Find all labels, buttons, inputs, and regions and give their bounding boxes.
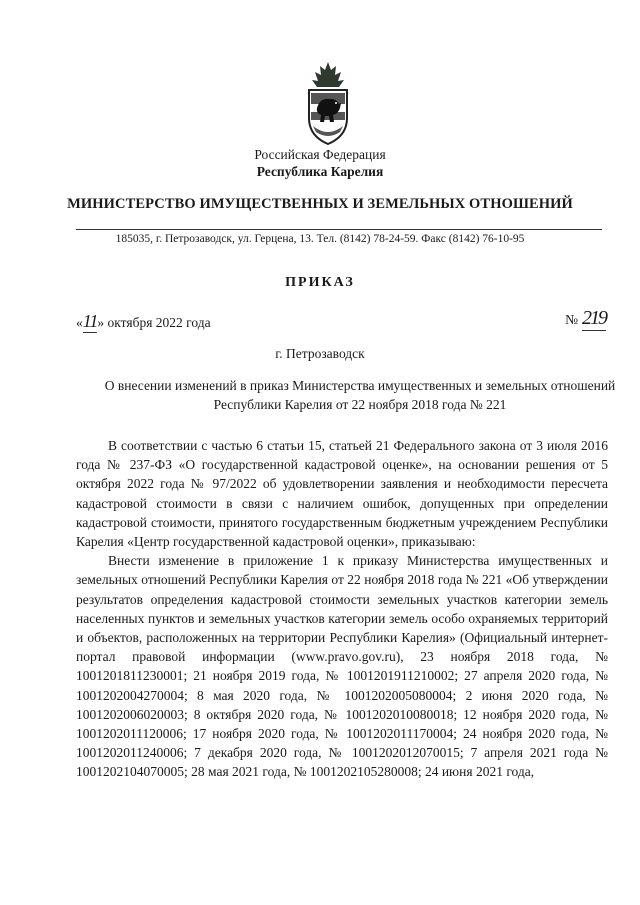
document-number xyxy=(565,307,606,331)
karelia-coat-of-arms-icon xyxy=(300,60,356,146)
header-divider xyxy=(76,229,602,230)
document-subject: О внесении изменений в приказ Министерства имущественных и земельных отношений Республики Карелия от 22 ноября 2018 года № 221 xyxy=(104,378,616,412)
republic-title: Республика Карелия xyxy=(256,164,384,179)
federation-title: Российская Федерация xyxy=(254,147,386,162)
ministry-title: МИНИСТЕРСТВО ИМУЩЕСТВЕННЫХ И ЗЕМЕЛЬНЫХ ОТНОШЕНИЙ xyxy=(67,196,573,212)
document-body xyxy=(76,436,608,782)
number-label: № xyxy=(565,312,578,327)
document-city: г. Петрозаводск xyxy=(275,346,365,361)
body-paragraph-1: В соответствии с частью 6 статьи 15, статьей 21 Федерального закона от 3 июля 2016 года № 237-ФЗ «О государственной кадастровой оценке», на основании решения от 5 октября 2022 года № 97/2022 об удовлетворении заявления и необходимости пересчета кадастровой стоимости в связи с наличием ошибок, допущенных при определении кадастровой стоимости, принятого государственным бюджетным учреждением Республики Карелия «Центр государственной кадастровой оценки», приказываю: xyxy=(76,438,608,550)
body-paragraph-2: Внести изменение в приложение 1 к приказу Министерства имущественных и земельных отношений Республики Карелия от 22 ноября 2018 года № 221 «Об утверждении результатов определения кадастровой стоимости земельных участков категории земель населенных пунктов и земельных участков категории земель особо охраняемых территорий и объектов, расположенных на территории Республики Карелия» (Официальный интернет-портал правовой информации (www.pravo.gov.ru), 23 ноября 2018 года, № 1001201811230001; 21 ноября 2019 года, № 1001201911210002; 27 апреля 2020 года, № 1001202004270004; 8 мая 2020 года, № 1001202005080004; 2 июня 2020 года, № 1001202006020003; 8 октября 2020 года, № 1001202010080018; 12 ноября 2020 года, № 1001202011120006; 17 ноября 2020 года, № 1001202011170004; 24 ноября 2020 года, № 1001202011240006; 7 декабря 2020 года, № 1001202012070015; 7 апреля 2021 года № 1001202104070005; 28 мая 2021 года, № 1001202105280008; 24 июня 2021 года, xyxy=(76,553,608,780)
document-date xyxy=(76,311,211,333)
date-open-quote: « xyxy=(76,315,83,330)
number-handwritten: 219 xyxy=(582,307,606,329)
date-rest: » октября 2022 года xyxy=(97,315,211,330)
date-day-handwritten: 11 xyxy=(82,311,98,331)
document-type: ПРИКАЗ xyxy=(285,275,355,290)
ministry-address: 185035, г. Петрозаводск, ул. Герцена, 13. Тел. (8142) 78-24-59. Факс (8142) 76-10-95 xyxy=(115,233,525,245)
